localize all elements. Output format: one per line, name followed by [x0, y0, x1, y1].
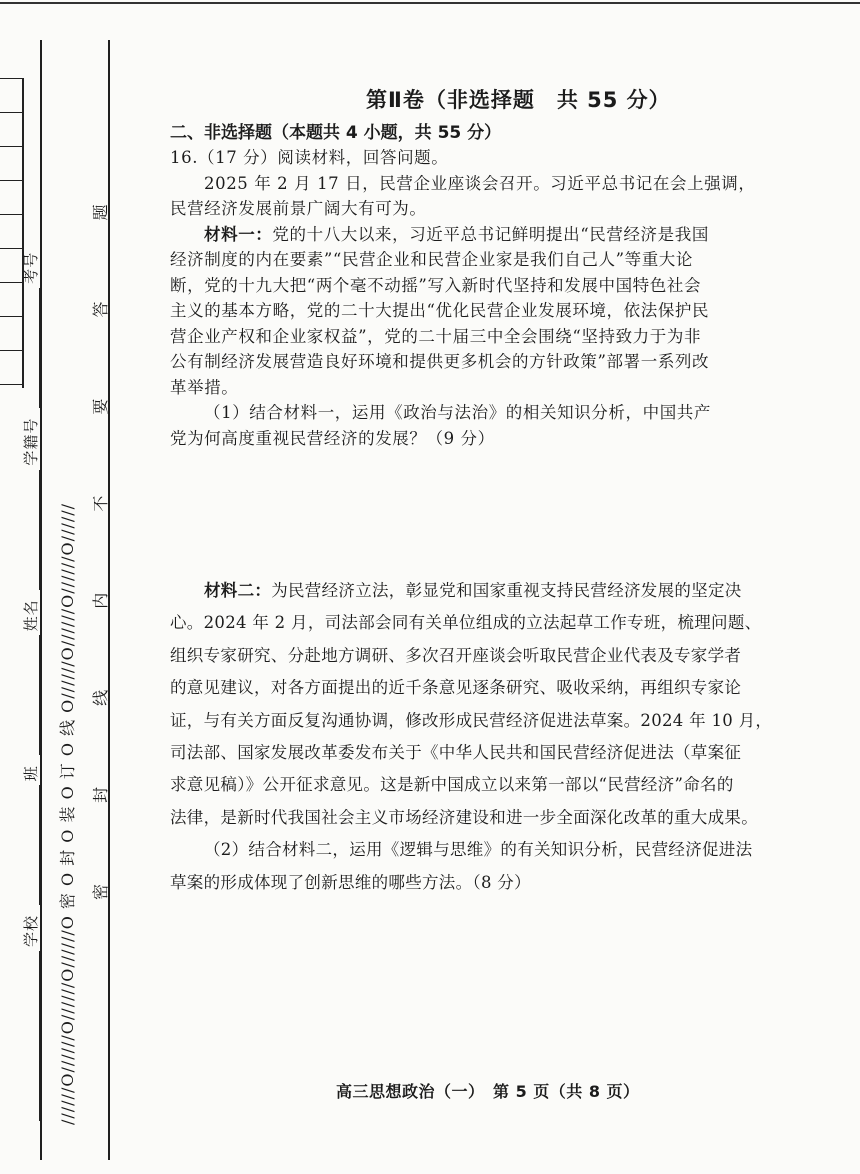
seal-line-strip: //////O//////O//////O//////O 密 O 封 O 装 O 订 O 线 O//////O//////O//////O//////	[58, 502, 77, 1125]
question-number: 16.（17 分）阅读材料，回答问题。	[170, 148, 449, 167]
class-field[interactable]	[25, 785, 40, 905]
intro-line-2: 民营经济发展前景广阔大有可为。	[170, 199, 427, 218]
material1-line-4: 主义的基本方略，党的二十大提出“优化民营企业发展环境，依法保护民	[170, 301, 710, 320]
sub-question-2-line-2: 草案的形成体现了创新思维的哪些方法。（8 分）	[170, 872, 531, 892]
material2-line-8: 法律，是新时代我国社会主义市场经济建设和进一步全面深化改革的重大成果。	[170, 807, 758, 827]
exam-no-label: 考号	[22, 251, 40, 284]
question-16-part-1	[170, 145, 830, 451]
material1-line-3: 断，党的十九大把“两个毫不动摇”写入新时代坚持和发展中国特色社会	[170, 275, 702, 295]
material1-label: 材料一：	[204, 224, 273, 244]
exam-no-field[interactable]	[25, 288, 40, 408]
student-info-strip	[20, 25, 41, 1125]
material2-line-6: 司法部、国家发展改革委发布关于《中华人民共和国民营经济促进法（草案征	[170, 743, 742, 763]
material2-line-1: 材料二：为民营经济立法，彰显党和国家重视支持民营经济发展的坚定决	[204, 581, 742, 600]
seal-warning: 密 封 线 内 不 要 答 题	[91, 166, 110, 900]
material2-line-2: 心。2024 年 2 月，司法部会同有关单位组成的立法起草工作专班，梳理问题、	[170, 613, 762, 633]
material2-line-4: 的意见建议，对各方面提出的近千条意见逐条研究、吸收采纳，再组织专家论	[170, 678, 742, 698]
school-label: 学校	[22, 914, 40, 947]
page-footer: 高三思想政治（一） 第 5 页（共 8 页）	[336, 1082, 640, 1101]
material2-line-3: 组织专家研究、分赴地方调研、多次召开座谈会听取民营企业代表及专家学者	[170, 645, 742, 665]
material1-line-2: 经济制度的内在要素”“民营企业和民营企业家是我们自己人”等重大论	[170, 250, 694, 269]
material2-line-5: 证，与有关方面反复沟通协调，修改形成民营经济促进法草案。2024 年 10 月，	[170, 710, 773, 730]
top-border	[0, 2, 860, 4]
section-title: 二、非选择题（本题共 4 小题，共 55 分）	[170, 123, 502, 143]
student-no-field[interactable]	[25, 470, 40, 590]
material1-line-1: 材料一：党的十八大以来，习近平总书记鲜明提出“民营经济是我国	[204, 224, 709, 244]
school-field[interactable]	[25, 951, 40, 1121]
name-label: 姓名	[22, 599, 40, 632]
sub-question-1-line-1: （1）结合材料一，运用《政治与法治》的相关知识分析，中国共产	[204, 403, 711, 422]
volume-title: 第Ⅱ卷（非选择题 共 55 分）	[366, 88, 671, 112]
intro-line-1: 2025 年 2 月 17 日，民营企业座谈会召开。习近平总书记在会上强调，	[204, 173, 756, 193]
sub-question-2-line-1: （2）结合材料二，运用《逻辑与思维》的有关知识分析，民营经济促进法	[204, 840, 753, 860]
material2-label: 材料二：	[204, 581, 272, 600]
class-label: 班	[22, 765, 40, 782]
student-no-label: 学籍号	[22, 417, 40, 466]
material1-line-5: 营企业产权和企业家权益”，党的二十届三中全会围绕“坚持致力于为非	[170, 326, 702, 346]
material1-line-7: 革举措。	[170, 377, 239, 397]
material2-line-7: 求意见稿）》公开征求意见。这是新中国成立以来第一部以“民营经济”命名的	[170, 775, 734, 795]
sub-question-1-line-2: 党为何高度重视民营经济的发展？（9 分）	[170, 428, 495, 448]
material1-line-6: 公有制经济发展营造良好环境和提供更多机会的方针政策”部署一系列改	[170, 352, 710, 371]
name-field[interactable]	[25, 635, 40, 755]
question-16-part-2	[170, 575, 830, 899]
